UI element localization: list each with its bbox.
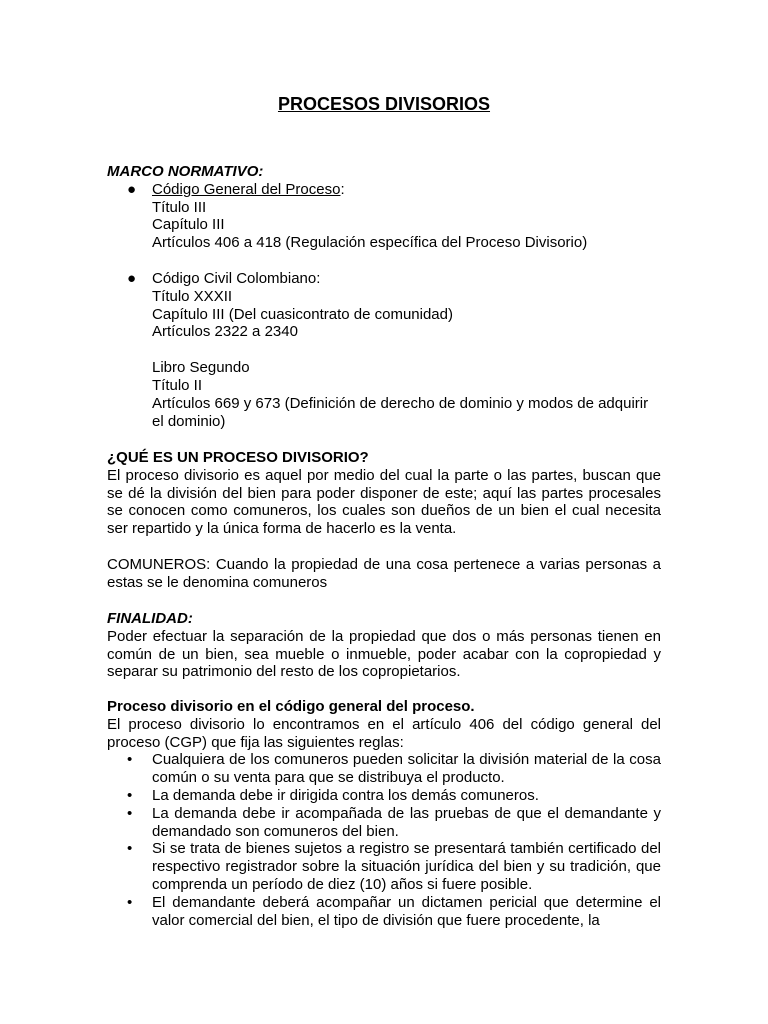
finalidad-body: Poder efectuar la separación de la propiedad que dos o más personas tienen en común de un bien, sea mueble o inmueble, poder acabar con la copropiedad y separar su patrimonio del resto de los copropietarios.: [107, 627, 661, 681]
rule-text: La demanda debe ir acompañada de las pruebas de que el demandante y demandado son comuneros del bien.: [152, 804, 661, 840]
cgp-section-heading: Proceso divisorio en el código general del proceso.: [107, 698, 475, 715]
cgp-section: [107, 698, 661, 929]
bullet-icon: •: [127, 751, 133, 769]
comuneros-text: COMUNEROS: Cuando la propiedad de una cosa pertenece a varias personas a estas se le denomina comuneros: [107, 556, 661, 591]
list-item: [107, 894, 661, 930]
rules-list: [107, 751, 661, 929]
bullet-icon: ●: [127, 180, 137, 198]
ccc-line: Artículos 2322 a 2340: [152, 323, 298, 341]
ccc-line: Título XXXII: [152, 287, 233, 305]
list-item: [107, 787, 661, 805]
cgp-line: Capítulo III: [152, 216, 225, 234]
list-item: [107, 751, 661, 787]
rule-text: Si se trata de bienes sujetos a registro se presentará también certificado del respectivo registrador sobre la situación jurídica del bien y su tradición, que comprenda un período de diez (10) años si fuere posible.: [152, 840, 661, 893]
ccc-item: [107, 270, 661, 430]
cgp-item: [107, 181, 661, 252]
rule-text: El demandante deberá acompañar un dictamen pericial que determine el valor comercial del bien, el tipo de división que fuere procedente, la: [152, 893, 661, 929]
list-item: [107, 805, 661, 841]
bullet-icon: •: [127, 786, 133, 804]
finalidad-section: [107, 610, 661, 681]
que-es-section: [107, 449, 661, 538]
marco-normativo-section: [107, 163, 661, 430]
list-item: [107, 840, 661, 893]
rule-text: Cualquiera de los comuneros pueden solicitar la división material de la cosa común o su venta para que se distribuya el producto.: [152, 751, 661, 787]
cgp-name: Código General del Proceso: [152, 180, 341, 198]
cgp-line: Artículos 406 a 418 (Regulación específica del Proceso Divisorio): [152, 234, 588, 252]
ccc-name: Código Civil Colombiano:: [152, 269, 321, 287]
bullet-icon: •: [127, 893, 133, 911]
ccc-line: Título II: [152, 376, 203, 394]
que-es-heading: ¿QUÉ ES UN PROCESO DIVISORIO?: [107, 449, 369, 466]
ccc-line: Capítulo III (Del cuasicontrato de comunidad): [152, 305, 453, 323]
document-title: PROCESOS DIVISORIOS: [277, 94, 491, 114]
marco-normativo-heading: MARCO NORMATIVO:: [107, 163, 264, 180]
bullet-icon: ●: [127, 269, 137, 287]
cgp-section-intro: El proceso divisorio lo encontramos en el artículo 406 del código general del proceso (CGP) que fija las siguientes reglas:: [107, 715, 661, 751]
ccc-line: Artículos 669 y 673 (Definición de derecho de dominio y modos de adquirir el dominio): [152, 394, 649, 430]
que-es-body: El proceso divisorio es aquel por medio del cual la parte o las partes, buscan que se dé la división del bien para poder disponer de este; aquí las partes procesales se conocen como comuneros, los cuales son dueños de un bien el cual necesita ser repartido y la única forma de hacerlo es la venta.: [107, 466, 661, 538]
cgp-suffix: :: [340, 180, 345, 198]
bullet-icon: •: [127, 840, 133, 858]
bullet-icon: •: [127, 804, 133, 822]
comuneros-section: [107, 556, 661, 592]
finalidad-heading: FINALIDAD:: [107, 610, 193, 627]
cgp-line: Título III: [152, 198, 207, 216]
ccc-line: Libro Segundo: [152, 359, 250, 377]
rule-text: La demanda debe ir dirigida contra los demás comuneros.: [152, 786, 539, 804]
